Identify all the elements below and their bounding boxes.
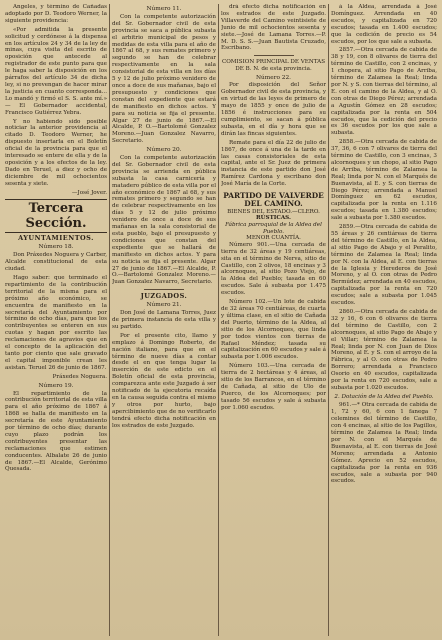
paragraph: á la Aldea, arrendada á José Domínguez. Arrendada en 40 escudos, y capitalizada en 720 escudos; tasada en 1.400 escudos; que la cedición de precio es 54 escudos, por los que sale a subasta. bbox=[331, 4, 437, 45]
paragraph: 2859.—Otra cercada de cabida de 55 áreas y 26 centiáreas de tierra del término de Castillo, en la Aldea, al sitio Pago de Abajo y el Peralito, término de Zalamea la Real; linda por N. con la Aldea, al E. con tierras de la Iglesia y Herederos de José Moreno, y al O. con otras de Pedro Bermúdez; arrendada en 40 escudos, capitalizada por la renta en 720 escudos; sale a subasta por 1.045 escudos. bbox=[331, 224, 437, 307]
paragraph: Por el presente cito, llamo y emplazo á Domingo Roberto, de nación italiano, para que en el término de nueve días a contar desde el en que tenga lugar la inserción de este edicto en el Boletín oficial de esta provincia, comparezca ante este Juzgado á ser notificado de la ejecutoria recaída en la causa seguida contra el mismo y otros por hurto, bajo apercibimiento que de no verificarlo tendrá efecto dicha notificación en los estrados de este Juzgado. bbox=[112, 332, 216, 429]
paragraph: 2857.—Otra cercada de cabida de 38 y 19, con 8 olivares de tierra del término de Castillo, con 2 encinas, y 1 chopera, al sitio Pago de Arriba, término de Zalamea la Real; linda por N. y S. con tierras del término, al E. con el camino de la Aldea, y al O. con otras de Diego Pérez; arrendada a Agustín Gómez en 28 escudos; capitalizada por la renta en 504 escudos, que la cedición del precio es 36 escudos por los que sale a subasta. bbox=[331, 47, 437, 137]
column-3 bbox=[221, 4, 326, 636]
notice-number: Número 11. bbox=[146, 6, 182, 12]
column-4 bbox=[331, 4, 437, 636]
paragraph: Número 901.—Una cercada de tierra de 32 áreas y 19 centiáreas, sita en el término de Nerva, sitio de Castillo, con 2 olivos, 18 encinas y 3 alcornoques, al sitio Pozo Viejo, de la Aldea del Pueblo; tasada en 60 escudos. Sale á subasta por 1.475 escudos. bbox=[221, 241, 326, 297]
paragraph: «Por admitida la presente solicitud y cerdónese á la dispensa en los artículos 24 y 34 de la ley de minas, cuya visita del escrito de oposición que antecede al registrador de este punto para que le haga saber la disposición en los párrafos del artículo 34 de dicha ley, si no prevengan de hacer mirar la justicia en cuanto corresponda... Lo mandó y firmó el S. S. ante mí.» — El Gobernador accidental, Francisco Gutiérrez Yebra. bbox=[5, 26, 107, 116]
paragraph: Hago saber: que terminado el repartimiento de la contribución territorial de la misma para el próximo año económico, se encuentra de manifiesto en la secretaría del Ayuntamiento por término de ocho días, para que los contribuyentes se enteren en sus cuotas y hagan por escrito las reclamaciones de agravios que en el concepto de la aplicación del tanto por ciento que sale gravado el capital imponible crean les asistan. Teruel 26 de junio de 1867. bbox=[5, 275, 107, 371]
paragraph: 2858.—Otra cercada de cabida de 37, 36, 6 con 7 olivares de tierra del término de Castillo, con 3 encinas, 3 alcornoques y un chopo, al sitio Pago de Arriba, término de Zalamea la Real; linda por N. con el Marqués de Buenavista, al E. y S. con tierras de Diego Pérez; arrendada a Manuel Domínguez en 62 escudos, capitalizada por la renta en 1.116 escudos; tasada en 1.380 escudos; sale a subasta por 1.380 escudos. bbox=[331, 139, 437, 222]
column-2 bbox=[112, 4, 216, 636]
section-heading: Tercera Sección. bbox=[5, 199, 107, 233]
dotation-heading: 2. Dotación de la Aldea del Pueblo. bbox=[334, 393, 434, 400]
subsection-heading: JUZGADOS. bbox=[140, 292, 188, 301]
paragraph: Remate para el día 22 de julio de 1867, de once á una de la tarde en las casas consistoriales de esta capital, ante el Sr. Juez de primera instancia de este partido don José Ramírez Cardona y escribano don José María de la Corte. bbox=[221, 139, 326, 188]
paragraph: Y no habiendo sido posible noticiar la anterior providencia al citado D. Teodoro Werner, he dispuesto insertarla en el Boletín oficial de la provincia para que el interesado se entere de ella y de la oposición y a los efectos de la ley. Dado en Teruel, a diez y ocho de diciembre de mil ochocientos sesenta y siete. bbox=[5, 118, 107, 187]
notice-number: Número 22. bbox=[255, 74, 292, 81]
column-1 bbox=[5, 4, 107, 636]
paragraph: Por disposición del Señor Gobernador civil de esta provincia, y en virtud de las leyes de primero de mayo de 1855 y once de julio de 1856 é instrucciones para su cumplimiento, se sacan á pública subasta, en el día y hora que se dirán las fincas siguientes. bbox=[221, 82, 326, 137]
district-heading: PARTIDO DE VALVERDE DEL CAMINO. bbox=[223, 191, 324, 209]
signature: Práxedes Noguera. bbox=[52, 373, 107, 380]
paragraph: 2860.—Otra cercada de cabida de 32 y 16, 6 con 6 olivares de tierra del término de Castillo, con 2 alcornoques, al sitio Pago de Abajo y el Villar; término de Zalamea la Real; linda por N. con Juan de Dios Moreno, al E. y S. con el arroyo de la Fábrica, y al O. con otras de Pedro Borrero; arrendada a Francisco Osorio en 40 escudos, capitalizada por la renta en 720 escudos, sale a subasta por 1.020 escudos. bbox=[331, 308, 437, 391]
divider bbox=[254, 55, 294, 56]
paragraph: Don José de Lamana Torres, Juez de primera instancia de esta villa y su partido. bbox=[112, 310, 216, 330]
paragraph: Con la competente autorización del Sr. Gobernador civil de esta provincia se arrienda en pública subasta la casa carnicería y matadero público de esta villa por el año económico de 1867 al 68, y sus remates primero y segundo se han de celebrar respectivamente en los días 5 y 12 de julio próximo venidero de once a doce de sus mañanas en la sala consistorial de esta pueblo, bajo el presupuesto y condiciones que constan del expediente que se hallará de manifiesto en dichos actos. Y para su noticia se fija el presente. Algar 27 de junio de 1867.—El Alcalde, P. O.—Bartolomé Gonzalez Moreno.—Juan Gonzalez Navarro, Secretario. bbox=[112, 155, 216, 286]
column-divider bbox=[218, 4, 219, 636]
signature: —José Jover. bbox=[71, 189, 107, 196]
notice-number: Número 19. bbox=[38, 382, 74, 389]
menor-heading: MENOR CUANTÍA. bbox=[246, 235, 301, 242]
paragraph: 961.—* Otra cercada de cabida de 1, 72 y 60, 6 con 1 fanega 7 celemines del término de Castillo, con 4 encinas, al sitio de los Pagillos, término de Zalamea la Real; linda por N. con el Marqués de Buenavista, al E. con tierras de José Moreno; arrendada a Antonio Gómez. Aprecio en 52 escudos, capitalizada por la renta en 936 escudos, sale a subasta por 940 escudos. bbox=[331, 402, 437, 485]
goods-heading: BIENES DEL ESTADO.—CLERO. bbox=[227, 208, 320, 215]
paragraph: Don Práxedes Noguera y Carber, Alcalde constitucional de esta ciudad. bbox=[5, 252, 107, 273]
fabrica-heading: Fábrica parroquial de la Aldea del Pueblo. bbox=[225, 222, 322, 235]
paragraph: El repartimiento de la contribución territorial de esta villa para el año próximo de 1867 á 1868 se halla de manifiesto en la secretaría de este Ayuntamiento por término de ocho días; durante cuyo plazo podrán los contribuyentes presentar las reclamaciones que estimen conducentes. Albalate 26 de junio de 1867.—El Alcalde, Gerónimo Quesada. bbox=[5, 390, 107, 473]
commission-title: COMISION PRINCIPAL DE VENTAS DE B. N. de esta provincia. bbox=[221, 59, 326, 72]
rustic-heading: RÚSTICAS. bbox=[256, 215, 291, 222]
commission-heading bbox=[221, 59, 326, 72]
paragraph: drá efecto dicha notificación en los estrados de este Juzgado. Villaverde del Camino veintisiete de Junio de mil ochocientos sesenta y siete.—José de Lamana Torres.—P. M. D. S. S.—Juan Bautista Cruzado, Escribano. bbox=[221, 4, 326, 52]
paragraph: Angeles, y término de Cañadas adoptado por D. Teodoro Werner, la siguiente providencia: bbox=[5, 4, 107, 24]
notice-number: Número 21. bbox=[146, 302, 182, 309]
paragraph: Número 102.—Un lote de cabida de 32 áreas 70 centiáreas, de cuarta y última clase, en el sitio de Cañada del Puerto, término de la Aldea, al sitio de los Alcornoques, que linda por todos vientos con tierras de Rafael Méndez; tasada su capitalización en 60 escudos y sale á subasta por 1.006 escudos. bbox=[221, 299, 326, 361]
column-divider bbox=[109, 4, 110, 636]
subsection-heading: AYUNTAMIENTOS. bbox=[18, 234, 94, 243]
paragraph: Con la competente autorización del Sr. Gobernador civil de esta provincia se saca a pública subasta el arbitrio municipal de pesos y medidas de esta villa para el año de 1867 al 68, y sus remates primero y segundo se han de celebrar respectivamente en la sala consistorial de esta villa en los días 5 y 12 de julio próximo venidero de once a doce de sus mañanas, bajo el presupuesto y condiciones que constan del expediente que estará de manifiesto en dichos actos. Y para su noticia se fija el presente. Algar 27 de junio de 1867.—El Alcalde, P. O.—Bartolomé Gonzalez Moreno.—Juan Gonzalez Navarro, Secretario. bbox=[112, 13, 216, 145]
column-divider bbox=[328, 4, 329, 636]
paragraph: Número 103.—Una cercada de tierra de 2 hectáreas y 4 áreas, al sitio de los Barrancos, en el término de Cañada, al sitio de Ulo de Puerco, de los Alcornoques; por tasado 56 escudos y sale á subasta por 1.060 escudos. bbox=[221, 363, 326, 411]
divider bbox=[144, 289, 184, 290]
notice-number: Número 20. bbox=[146, 147, 182, 154]
notice-number: Número 18. bbox=[38, 244, 74, 251]
